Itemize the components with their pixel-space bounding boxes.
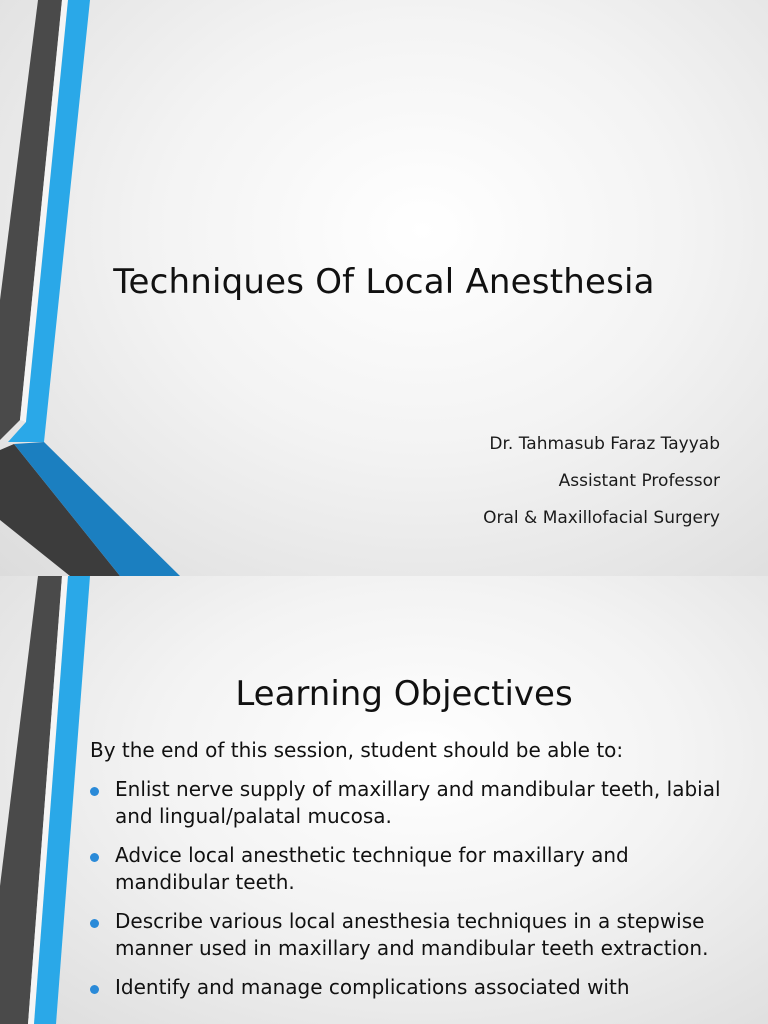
- author-name: Dr. Tahmasub Faraz Tayyab: [489, 434, 720, 454]
- slide-title: Learning Objectives: [235, 674, 573, 714]
- list-item: Enlist nerve supply of maxillary and mandibular teeth, labial and lingual/palatal mucosa.: [90, 776, 730, 830]
- intro-text: By the end of this session, student should be able to:: [90, 738, 624, 762]
- objectives-slide: [0, 576, 768, 1024]
- presentation-title: Techniques Of Local Anesthesia: [113, 262, 655, 302]
- list-item: Advice local anesthetic technique for maxillary and mandibular teeth.: [90, 842, 730, 896]
- bullet-icon: [90, 787, 99, 796]
- bullet-icon: [90, 853, 99, 862]
- list-item: Identify and manage complications associated with: [90, 974, 730, 1001]
- list-item: Describe various local anesthesia techniques in a stepwise manner used in maxillary and mandibular teeth extraction.: [90, 908, 730, 962]
- bullet-icon: [90, 985, 99, 994]
- bullet-icon: [90, 919, 99, 928]
- objectives-list: [90, 776, 730, 1013]
- author-info: [483, 426, 720, 537]
- author-department: Oral & Maxillofacial Surgery: [483, 508, 720, 528]
- author-position: Assistant Professor: [558, 471, 720, 491]
